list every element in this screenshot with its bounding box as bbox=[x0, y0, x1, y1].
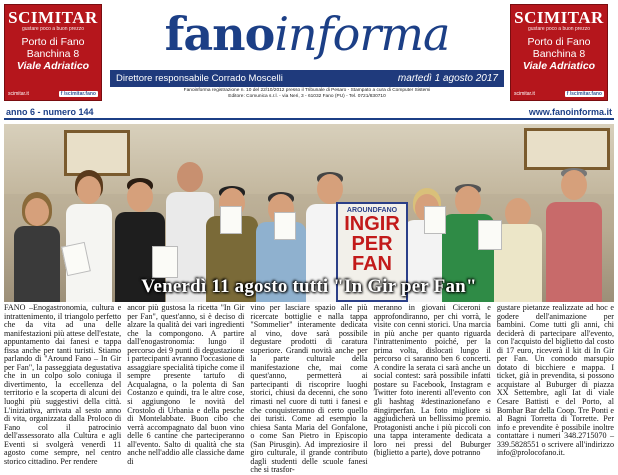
article-column-4 bbox=[374, 304, 491, 458]
sign-line-3: FAN bbox=[352, 253, 392, 275]
masthead bbox=[110, 6, 504, 66]
ad-line-3: Viale Adriatico bbox=[522, 60, 596, 72]
ad-brand: SCIMITAR bbox=[514, 8, 604, 27]
article-body bbox=[4, 303, 615, 475]
ad-brand: SCIMITAR bbox=[8, 8, 98, 27]
article-column-2 bbox=[127, 303, 245, 466]
ad-website: scimitar.it bbox=[514, 91, 535, 97]
facebook-icon: f /scimitar.fano bbox=[60, 91, 96, 97]
issue-number: anno 6 - numero 144 bbox=[6, 107, 94, 117]
sign-top-label: AROUNDFANO bbox=[346, 207, 398, 214]
director-line: Direttore responsabile Corrado Moscelli bbox=[116, 73, 283, 84]
article-column-5 bbox=[497, 304, 614, 458]
ad-tagline: gustare poco a buon prezzo bbox=[22, 26, 84, 32]
ad-line-2: Banchina 8 bbox=[26, 48, 80, 60]
article-headline: Venerdì 11 agosto tutti "In Gir per Fan" bbox=[141, 276, 477, 297]
column-text: FANO –Enogastronomia, cultura e intrattenimento, il triangolo perfetto che da vita ad una delle manifestazioni più attese dell'estate, appuntamento dai fanesi e tappa fissa anche per tanti turisti. Stiamo parlando di "Around Fano – In Gir per Fan", la passeggiata degustativa che in un colpo solo coniuga il divertimento, la eccellenza del territorio e la scoperta di alcuni dei luoghi più suggestivi della città. L'iniziativa, arrivata al sesto anno di vita, organizzata dalla Proloco di Fano col il patrocinio dell'assessorato alla Cultura e agli Eventi si svolgerà venerdì 11 agosto come sempre, nel centro storico cittadino. Per rendere bbox=[4, 303, 122, 466]
column-text: gustare pietanze realizzate ad hoc e godere dell'animazione per bambini. Come tutti gli anni, chi deciderà di partecipare all'evento, con l'acquisto del biglietto dal costo di 17 euro, riceverà il kit di In Gir per Fan. Un comodo marsupio dotato di bicchiere e mappa. I ticket, già in prevendita, si possono acquistare al Buburger di piazza XX Settembre, agli Iat di viale Cesare Battisti e del Porto, al Bombar Bar della Coop. Tre Ponti e al Bagni Torretta di Torrette. Per info e prevendite è possibile inoltre contattare i numeri 348.2715070 – 339.5828551 o scrivere all'indirizzo info@prolocofano.it. bbox=[496, 303, 615, 458]
website-link[interactable]: www.fanoinforma.it bbox=[528, 107, 612, 117]
flyer bbox=[220, 206, 242, 234]
ad-tagline: gustare poco a buon prezzo bbox=[528, 26, 590, 32]
article-column-1 bbox=[4, 303, 122, 466]
registration-line-1: Fanoinforma registrazione n. 10 del 22/10/2012 presso il Tribunale di Pesaro - Stampato a cura di Computer Sistemi bbox=[183, 88, 431, 93]
registration-line-2: Editore: Comunica s.r.l. - via Neri, 3 - 61032 Fano (PU) - Tel. 0721/830710 bbox=[228, 94, 386, 99]
issue-strip bbox=[4, 108, 614, 120]
column-text: ancor più gustosa la ricetta "In Gir per Fan", quest'anno, si è deciso di alzare la qualità dei vari ingredienti che la compongono. A partire dall'enogastronomia: lungo il percorso dei 9 punti di degustazione i partecipanti avranno l'occasione di assaggiare specialità tipiche come il sempre presente tartufo di Acqualagna, o la polenta di San Costanzo e quindi, tra le altre cose, si aggiungono le novità del Crostolo di Urbania e della pesche di Montelabbate. Buon cibo che verrà accompagnato dal buon vino delle 6 cantine che parteciperanno all'evento. Salto di qualità che sta anche nell'addio alle classiche dame di bbox=[127, 303, 245, 466]
ad-line-1: Porto di Fano bbox=[527, 36, 591, 48]
advertisement-right[interactable] bbox=[510, 4, 608, 101]
sign-line-1: INGIR bbox=[344, 213, 400, 235]
masthead-bar bbox=[110, 70, 504, 87]
flyer bbox=[478, 220, 502, 250]
ad-line-3: Viale Adriatico bbox=[16, 60, 90, 72]
logo-part-fano: fano bbox=[164, 7, 275, 61]
issue-date: martedì 1 agosto 2017 bbox=[397, 73, 498, 84]
logo-part-informa: informa bbox=[274, 7, 450, 61]
column-text: meranno in giovani Ciceroni e approfondiranno, per chi vorrà, le visite con cenni storici. Una marcia in più anche per quanto riguarda l'intrattenimento poiché, per la prima volta, dislocati lungo il percorso ci saranno ben 6 concerti. A condire la serata ci sarà anche un social contest: sarà possibile infatti postare su Facebook, Instagram e Twitter foto inerenti all'evento con gli hashtag #destinazionefano e #ingirperfan. La foto migliore si aggiudicherà un bellissimo premio. Protagonisti anche i più piccoli con una tappa interamente dedicata a loro nei pressi del Buburger (biglietto a parte), dove potranno bbox=[373, 303, 491, 458]
flyer bbox=[152, 246, 178, 278]
advertisement-left[interactable] bbox=[4, 4, 102, 101]
sign-line-2: PER bbox=[351, 233, 393, 255]
ad-line-2: Banchina 8 bbox=[532, 48, 586, 60]
article-column-3 bbox=[250, 303, 368, 475]
ad-website: scimitar.it bbox=[8, 91, 29, 97]
registration-info bbox=[110, 88, 504, 100]
facebook-icon: f /scimitar.fano bbox=[566, 91, 602, 97]
newspaper-logo bbox=[110, 6, 504, 62]
ad-line-1: Porto di Fano bbox=[21, 36, 85, 48]
column-text: vino per lasciare spazio alle più ricercate bottiglie e nalla tappa "Sommelier" interamente dedicata al vino, dove sarà possibile degustare prodotti di caratura superiore. Grandi novità anche per la parte culturale della manifestazione che, mai come quest'anno, permetterà ai partecipanti di riscoprire luoghi storici, chiusi da decenni, che sono rimasti nel cuore di tutti i fanesi e che conquisteranno di certo quello dei turisti. Come ad esempio la chiesa Santa Maria del Gonfalone, o come San Pietro in Episcopio (San Pirusgin). Ad impreziosire il giro culturale, il grande contributo dagli studenti delle scuole fanesi che si trasfor- bbox=[250, 303, 368, 475]
flyer bbox=[424, 206, 446, 234]
flyer bbox=[274, 212, 296, 240]
